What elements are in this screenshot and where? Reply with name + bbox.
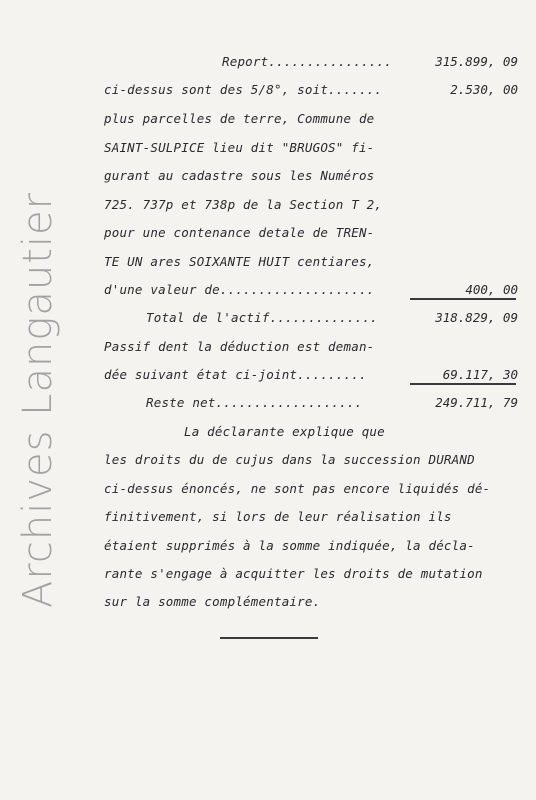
- text-line: plus parcelles de terre, Commune de: [104, 111, 375, 126]
- report-amount: 315.899, 09: [435, 54, 518, 69]
- sum-rule: [410, 298, 516, 300]
- passif-line-2: dée suivant état ci-joint.........: [104, 367, 367, 382]
- total-actif-label: Total de l'actif..............: [146, 310, 378, 325]
- share-line: ci-dessus sont des 5/8°, soit.......: [104, 82, 383, 97]
- text-line: TE UN ares SOIXANTE HUIT centiares,: [104, 254, 375, 269]
- paragraph-line: sur la somme complémentaire.: [104, 594, 321, 609]
- report-label: Report................: [222, 54, 392, 69]
- text-line: 725. 737p et 738p de la Section T 2,: [104, 197, 383, 212]
- sum-rule: [410, 383, 516, 385]
- paragraph-line: étaient supprimés à la somme indiquée, la décla-: [104, 538, 475, 553]
- paragraph-line: finitivement, si lors de leur réalisation ils: [104, 509, 452, 524]
- value-line: d'une valeur de....................: [104, 282, 375, 297]
- text-line: pour une contenance detale de TREN-: [104, 225, 375, 240]
- reste-net-label: Reste net...................: [146, 395, 363, 410]
- text-line: gurant au cadastre sous les Numéros: [104, 168, 375, 183]
- text-line: SAINT-SULPICE lieu dit "BRUGOS" fi-: [104, 140, 375, 155]
- paragraph-line: La déclarante explique que: [184, 424, 385, 439]
- paragraph-line: ci-dessus énoncés, ne sont pas encore liquidés dé-: [104, 481, 491, 496]
- passif-amount: 69.117, 30: [442, 367, 518, 382]
- paragraph-line: les droits du de cujus dans la succession DURAND: [104, 452, 475, 467]
- total-actif-amount: 318.829, 09: [435, 310, 518, 325]
- archive-watermark: Archives Langautier: [15, 191, 61, 609]
- passif-line: Passif dent la déduction est deman-: [104, 339, 375, 354]
- share-amount: 2.530, 00: [450, 82, 518, 97]
- reste-net-amount: 249.711, 79: [435, 395, 518, 410]
- value-amount: 400, 00: [465, 282, 518, 297]
- paragraph-line: rante s'engage à acquitter les droits de mutation: [104, 566, 483, 581]
- closing-rule: [220, 637, 318, 639]
